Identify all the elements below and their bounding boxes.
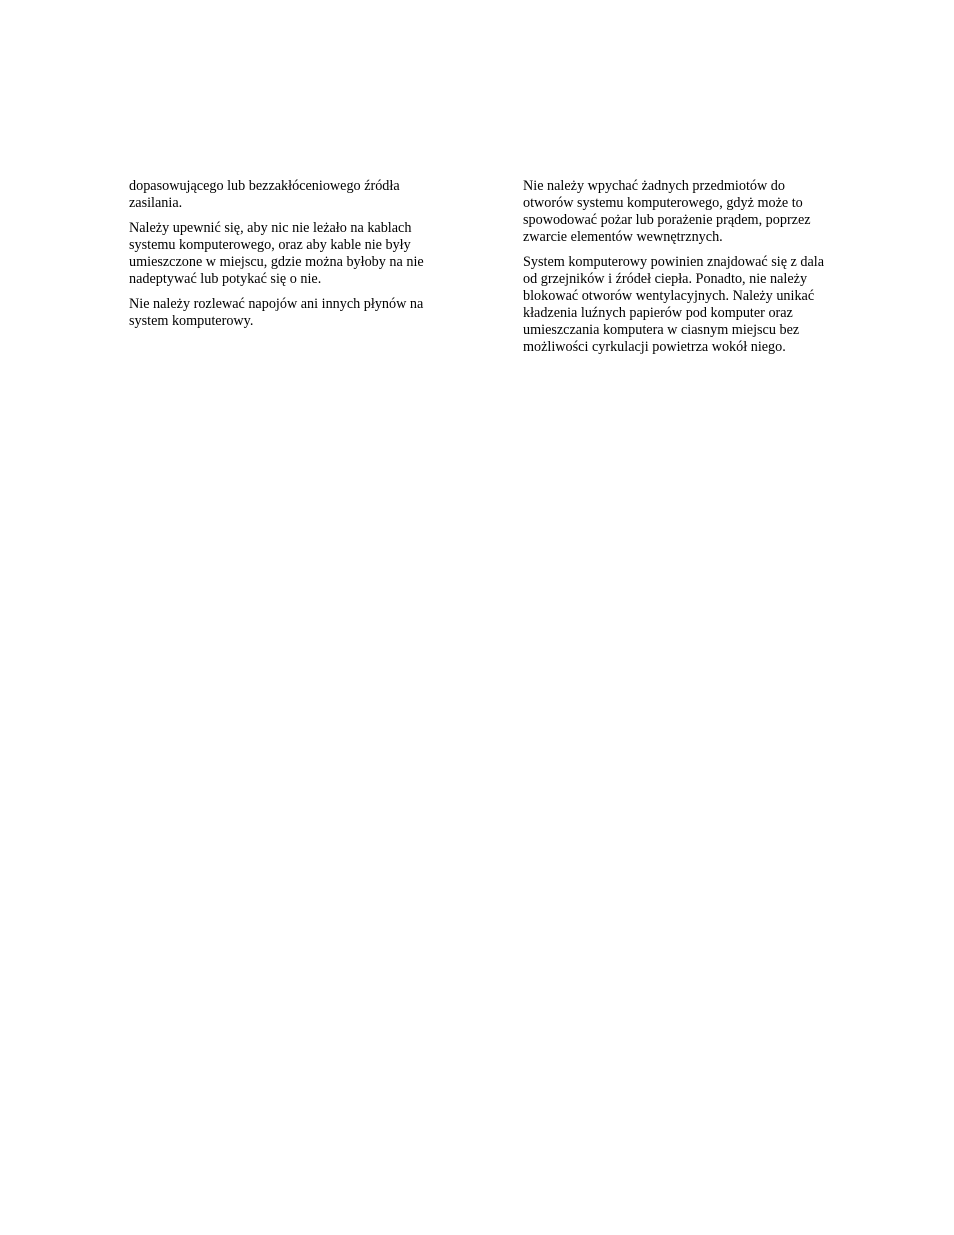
right-text-column (523, 178, 858, 364)
right-paragraph-1: Nie należy wpychać żadnych przedmiotów do otworów systemu komputerowego, gdyż może to spowodować pożar lub porażenie prądem, poprzez zwarcie elementów wewnętrznych. (523, 178, 811, 245)
left-paragraph-1: dopasowującego lub bezzakłóceniowego źródła zasilania. (129, 178, 400, 211)
left-paragraph-3: Nie należy rozlewać napojów ani innych płynów na system komputerowy. (129, 296, 424, 329)
right-paragraph-2: System komputerowy powinien znajdować się z dala od grzejników i źródeł ciepła. Ponadto, nie należy blokować otworów wentylacyjnych. Należy unikać kładzenia luźnych papierów pod komputer oraz umieszczania komputera w ciasnym miejscu bez możliwości cyrkulacji powietrza wokół niego. (523, 254, 825, 355)
left-text-column (129, 178, 464, 338)
left-paragraph-2: Należy upewnić się, aby nic nie leżało na kablach systemu komputerowego, oraz aby kable nie były umieszczone w miejscu, gdzie można byłoby na nie nadeptywać lub potykać się o nie. (129, 220, 424, 287)
